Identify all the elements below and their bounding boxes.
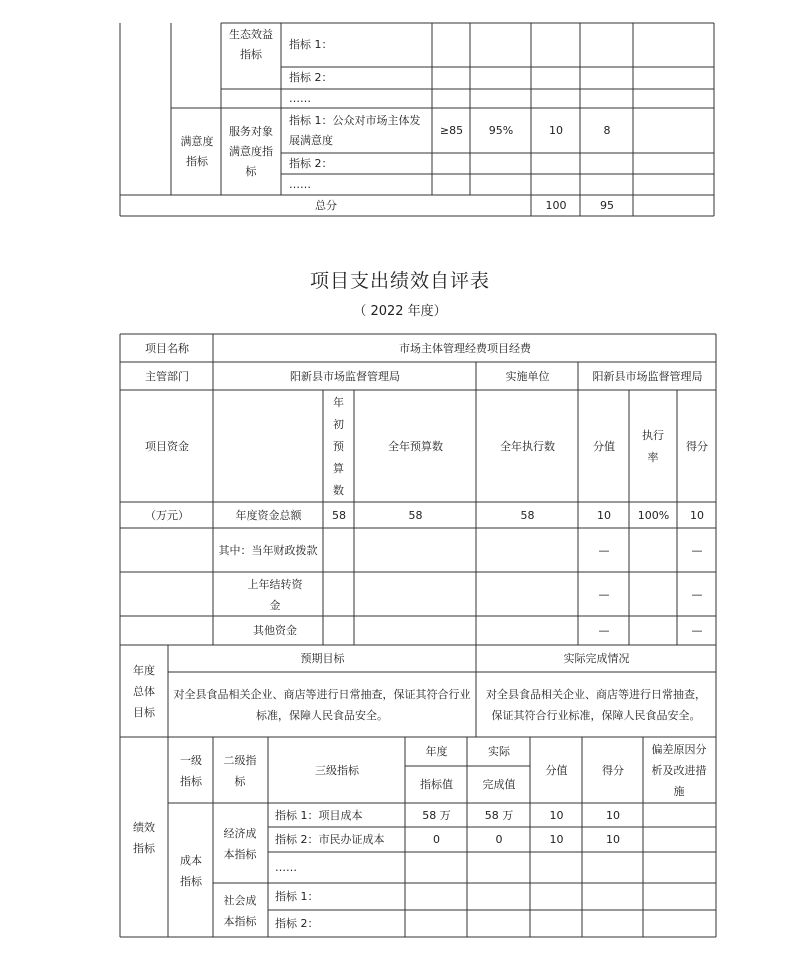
cost-indicator-label: 成本指标 — [180, 853, 202, 888]
col-full-budget: 全年预算数 — [388, 439, 443, 453]
impl-value: 阳新县市场监督管理局 — [592, 369, 703, 383]
header-actual-label: 实际 — [488, 745, 510, 758]
eco-indicator-1: 指标 1： — [289, 38, 333, 51]
header-annual-label: 年度 — [425, 745, 448, 758]
funds-row-carryover-score: — — [691, 587, 703, 601]
eco-benefit-label: 生态效益指标 — [229, 28, 273, 61]
perf-row-1-actual-value: 58 万 — [484, 808, 514, 822]
perf-row-1-score: 10 — [606, 808, 620, 822]
header-level2: 二级指标 — [223, 753, 257, 788]
total-weight: 100 — [545, 199, 567, 212]
funds-row-other-score: — — [691, 624, 703, 637]
col-exec-rate: 执行率 — [642, 428, 664, 464]
funds-unit: （万元） — [145, 508, 189, 522]
funds-row-fiscal-label: 其中：当年财政拨款 — [218, 544, 318, 557]
sat-indicator-2: 指标 2： — [289, 157, 333, 170]
header-score: 得分 — [602, 763, 624, 777]
perf-row-2-target-value: 0 — [433, 833, 440, 846]
total-label: 总分 — [315, 199, 337, 212]
social-cost-label: 社会成本指标 — [223, 893, 257, 928]
impl-label: 实施单位 — [505, 369, 550, 383]
sat-actual: 95% — [488, 123, 514, 137]
funds-row-total-weight: 10 — [597, 508, 611, 522]
perf-row-3-name: …… — [275, 861, 297, 874]
header-done-label: 完成值 — [482, 778, 516, 791]
eco-more: …… — [289, 91, 311, 105]
sat-score: 8 — [603, 123, 611, 137]
total-score: 95 — [600, 199, 614, 212]
header-level1: 一级指标 — [180, 753, 202, 788]
sat-weight: 10 — [549, 123, 563, 137]
sat-indicator-1: 指标 1：公众对市场主体发展满意度 — [289, 113, 421, 147]
perf-row-2-actual-value: 0 — [495, 833, 503, 846]
eco-indicator-2: 指标 2： — [289, 71, 333, 84]
funds-row-total-rate: 100% — [637, 508, 670, 522]
perf-row-1-target-value: 58 万 — [422, 808, 451, 822]
funds-row-total-score: 10 — [690, 508, 704, 522]
funds-row-fiscal-weight: — — [598, 543, 610, 557]
col-weight: 分值 — [593, 439, 615, 453]
page-title: 项目支出绩效自评表 — [309, 270, 490, 292]
funds-row-total-label: 年度资金总额 — [235, 508, 302, 522]
actual-completion-label: 实际完成情况 — [563, 652, 630, 665]
econ-cost-label: 经济成本指标 — [223, 826, 257, 861]
sat-target: ≥85 — [439, 123, 464, 137]
funds-row-total-budget: 58 — [408, 508, 423, 522]
header-level3: 三级指标 — [315, 763, 359, 777]
sat-more: …… — [289, 178, 311, 191]
funds-label: 项目资金 — [145, 439, 189, 453]
funds-row-fiscal-score: — — [691, 543, 703, 557]
project-name-value: 市场主体管理经费项目经费 — [399, 341, 531, 355]
funds-row-other-label: 其他资金 — [253, 624, 297, 637]
social-row-2-name: 指标 2： — [275, 917, 319, 930]
header-weight: 分值 — [545, 763, 568, 777]
page-subtitle: （ 2022 年度） — [353, 304, 447, 319]
actual-completion-text: 对全县食品相关企业、商店等进行日常抽查，保证其符合行业标准，保障人民食品安全。 — [486, 688, 706, 722]
funds-row-other-weight: — — [598, 624, 610, 637]
social-row-1-name: 指标 1： — [275, 890, 319, 903]
col-score: 得分 — [686, 439, 708, 453]
project-name-label: 项目名称 — [145, 341, 189, 355]
perf-row-1-weight: 10 — [549, 808, 564, 822]
perf-label: 绩效指标 — [133, 820, 155, 855]
perf-row-2-score: 10 — [606, 833, 620, 846]
funds-row-carryover-weight: — — [598, 587, 610, 601]
service-satisfaction-label: 服务对象满意度指标 — [229, 125, 273, 178]
perf-row-2-name: 指标 2：市民办证成本 — [275, 833, 385, 846]
header-target-label: 指标值 — [420, 778, 453, 791]
dept-label: 主管部门 — [145, 369, 189, 383]
expected-goal-text: 对全县食品相关企业、商店等进行日常抽查，保证其符合行业标准，保障人民食品安全。 — [173, 688, 471, 722]
col-initial-budget: 年初预算数 — [333, 395, 344, 497]
col-full-exec: 全年执行数 — [500, 439, 555, 453]
funds-row-carryover-label: 上年结转资金 — [247, 577, 303, 612]
satisfaction-label: 满意度指标 — [180, 135, 214, 168]
perf-row-1-name: 指标 1：项目成本 — [275, 808, 363, 822]
expected-goal-label: 预期目标 — [300, 652, 345, 665]
annual-goal-label: 年度总体目标 — [133, 664, 155, 719]
funds-row-total-exec: 58 — [520, 508, 535, 522]
dept-value: 阳新县市场监督管理局 — [290, 369, 400, 383]
header-deviation: 偏差原因分析及改进措施 — [651, 743, 707, 798]
funds-row-total-initial: 58 — [332, 508, 346, 522]
perf-row-2-weight: 10 — [549, 833, 564, 846]
